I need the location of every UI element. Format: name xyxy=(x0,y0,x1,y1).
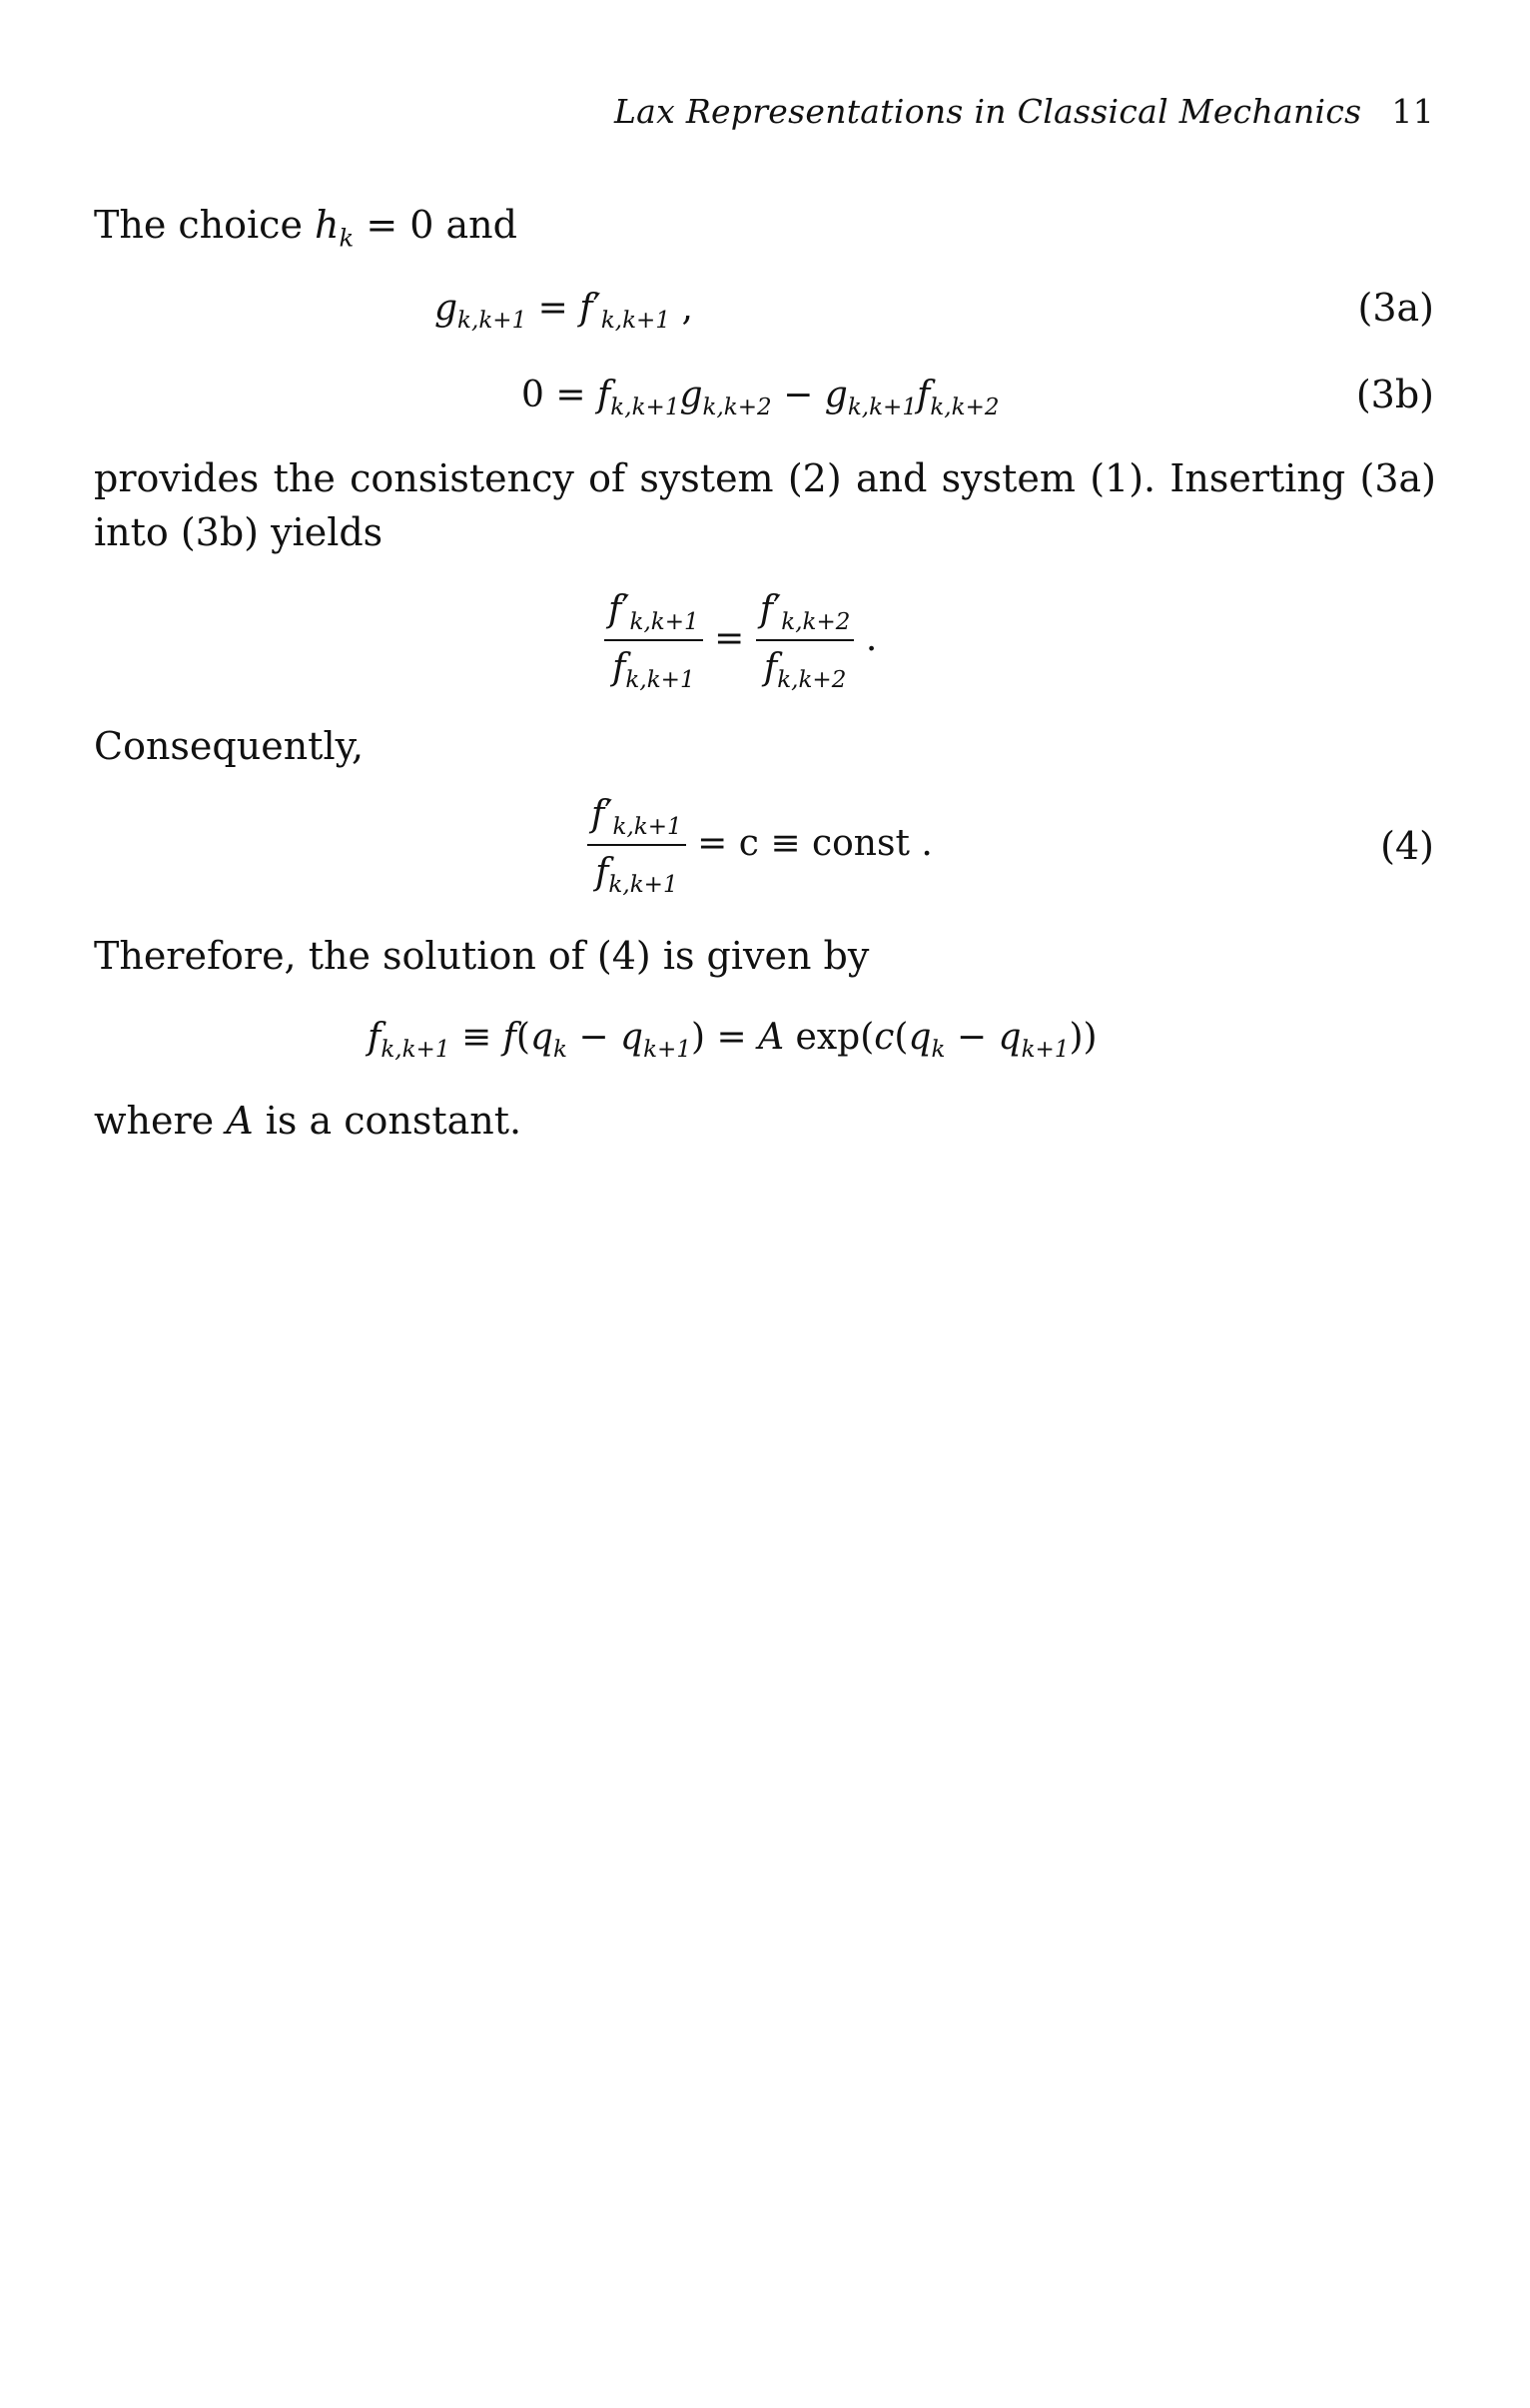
equation-ratio: $\frac{f'_{k,k+1}}{f_{k,k+1}}$ = $\frac{f'_{k,k+2}}{f_{k,k+2}}$ . xyxy=(604,589,877,693)
equation-solution: $f_{k,k+1} \equiv f(q_k - q_{k+1}) = A$ $\exp(c(q_k - q_{k+1}))$ xyxy=(368,1017,1098,1064)
constant-text-end: is a constant. xyxy=(253,1099,522,1143)
equation-3b: $0 = f_{k,k+1}g_{k,k+2} - g_{k,k+1}f_{k,k+2}$ xyxy=(521,375,1000,421)
equation-3a-label: (3a) xyxy=(1357,286,1434,330)
paragraph-consistency: provides the consistency of system (2) and system (1). Inserting (3a) into (3b) yields xyxy=(94,456,1436,554)
running-head-title: Lax Representations in Classical Mechanics xyxy=(613,92,1362,131)
constant-text-start: where xyxy=(94,1099,227,1143)
equation-4-label: (4) xyxy=(1380,824,1434,868)
paragraph-solution: Therefore, the solution of (4) is given by xyxy=(94,934,870,978)
page-number: 11 xyxy=(1391,92,1434,131)
paragraph-intro: The choice $h_k = 0$ and xyxy=(94,203,517,253)
intro-text-start: The choice xyxy=(94,203,316,247)
running-head xyxy=(614,92,1434,131)
equation-3a: $g_{k,k+1} = f'_{k,k+1}$ , xyxy=(434,288,693,335)
paragraph-constant: where A is a constant. xyxy=(94,1099,522,1143)
paragraph-consequently: Consequently, xyxy=(94,724,365,768)
equation-4-rhs: = c ≡ const . xyxy=(685,823,933,865)
equation-4: $\frac{f'_{k,k+1}}{f_{k,k+1}}$ = c ≡ const . xyxy=(587,794,933,898)
equation-3b-label: (3b) xyxy=(1355,373,1434,416)
intro-text-end: = 0 and xyxy=(354,203,517,247)
